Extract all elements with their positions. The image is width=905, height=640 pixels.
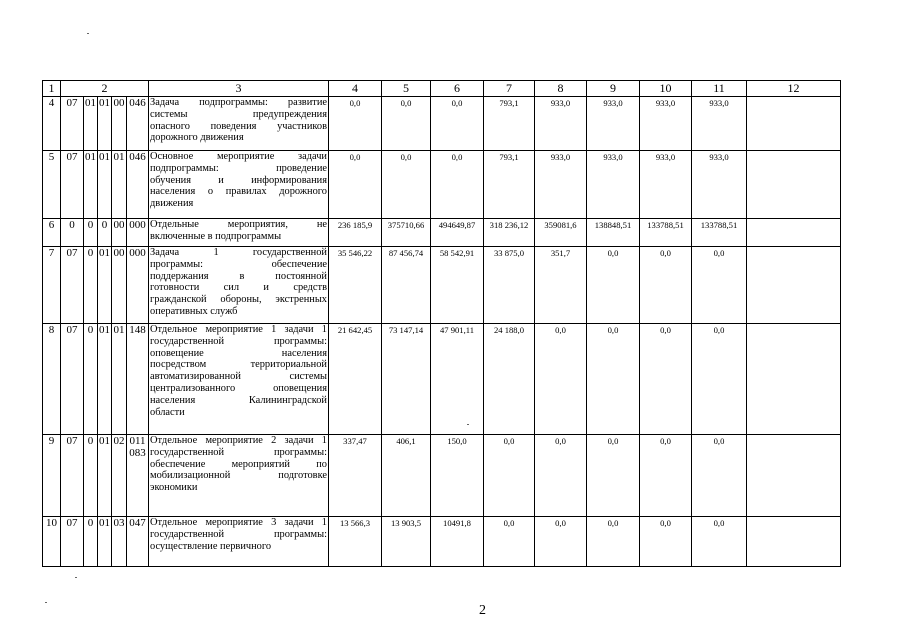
scan-speck	[467, 424, 469, 425]
value-cell: 933,0	[692, 151, 747, 219]
code-cell: 000	[127, 219, 149, 247]
description-line: обеспечение мероприятий по	[150, 458, 327, 470]
description-line: подпрограммы: проведение	[150, 162, 327, 174]
description-line: системы предупреждения	[150, 108, 327, 120]
code-cell: 0	[84, 219, 98, 247]
code-cell: 07	[61, 97, 84, 151]
value-cell: 0,0	[640, 435, 692, 517]
code-cell: 07	[61, 435, 84, 517]
table-row	[43, 247, 841, 324]
value-cell: 0,0	[692, 435, 747, 517]
code-cell: 07	[61, 324, 84, 435]
row-number: 4	[43, 97, 61, 151]
code-cell: 01	[98, 247, 112, 324]
value-cell: 0,0	[484, 517, 535, 567]
scan-speck	[75, 577, 77, 578]
value-cell	[747, 517, 841, 567]
scan-speck	[45, 602, 47, 603]
code-cell: 01	[112, 324, 127, 435]
row-number: 5	[43, 151, 61, 219]
value-cell	[747, 435, 841, 517]
value-cell: 318 236,12	[484, 219, 535, 247]
header-cell: 8	[535, 81, 587, 97]
table-row	[43, 151, 841, 219]
value-cell: 933,0	[640, 151, 692, 219]
header-cell: 5	[382, 81, 431, 97]
code-cell: 01	[98, 97, 112, 151]
description-line: государственной программы:	[150, 446, 327, 458]
table-row	[43, 324, 841, 435]
description-line: Задача подпрограммы: развитие	[150, 97, 327, 108]
value-cell: 0,0	[692, 517, 747, 567]
header-cell: 3	[149, 81, 329, 97]
value-cell: 21 642,45	[329, 324, 382, 435]
description-line: населения Калининградской	[150, 394, 327, 406]
value-cell: 351,7	[535, 247, 587, 324]
value-cell: 58 542,91	[431, 247, 484, 324]
value-cell: 0,0	[484, 435, 535, 517]
code-cell: 0	[84, 324, 98, 435]
value-cell	[747, 97, 841, 151]
description-line: поддержания в постоянной	[150, 270, 327, 282]
code-cell: 01	[98, 151, 112, 219]
description-cell	[149, 435, 329, 517]
page-number: 2	[479, 603, 486, 618]
scan-speck	[87, 33, 89, 34]
value-cell	[747, 247, 841, 324]
description-line: автоматизированной системы	[150, 371, 327, 383]
value-cell: 47 901,11	[431, 324, 484, 435]
value-cell: 0,0	[535, 517, 587, 567]
description-line: Отдельное мероприятие 1 задачи 1	[150, 324, 327, 335]
value-cell: 133788,51	[692, 219, 747, 247]
value-cell: 0,0	[431, 151, 484, 219]
code-cell: 000	[127, 247, 149, 324]
header-cell: 1	[43, 81, 61, 97]
value-cell: 793,1	[484, 151, 535, 219]
value-cell: 0,0	[382, 97, 431, 151]
value-cell: 0,0	[587, 517, 640, 567]
value-cell	[747, 219, 841, 247]
code-cell: 0	[84, 435, 98, 517]
row-number: 6	[43, 219, 61, 247]
code-cell: 00	[112, 247, 127, 324]
description-cell	[149, 517, 329, 567]
description-line: государственной программы:	[150, 335, 327, 347]
value-cell: 0,0	[640, 324, 692, 435]
value-cell: 337,47	[329, 435, 382, 517]
code-cell: 03	[112, 517, 127, 567]
table-row	[43, 517, 841, 567]
value-cell: 494649,87	[431, 219, 484, 247]
code-cell: 07	[61, 247, 84, 324]
code-cell: 01	[98, 435, 112, 517]
value-cell: 0,0	[431, 97, 484, 151]
description-line: дорожного движения	[150, 132, 244, 144]
header-cell: 2	[61, 81, 149, 97]
description-line: движения	[150, 198, 194, 210]
header-cell: 7	[484, 81, 535, 97]
value-cell: 0,0	[329, 151, 382, 219]
row-number: 9	[43, 435, 61, 517]
value-cell	[747, 151, 841, 219]
code-cell: 01	[112, 151, 127, 219]
value-cell: 933,0	[692, 97, 747, 151]
code-cell: 047	[127, 517, 149, 567]
code-cell: 011 083	[127, 435, 149, 517]
value-cell: 933,0	[640, 97, 692, 151]
description-line: оперативных служб	[150, 305, 238, 317]
code-cell: 00	[112, 97, 127, 151]
description-cell	[149, 324, 329, 435]
value-cell: 0,0	[329, 97, 382, 151]
value-cell: 933,0	[587, 151, 640, 219]
value-cell: 87 456,74	[382, 247, 431, 324]
description-line: государственной программы:	[150, 528, 327, 540]
value-cell: 359081,6	[535, 219, 587, 247]
value-cell: 150,0	[431, 435, 484, 517]
value-cell: 0,0	[692, 247, 747, 324]
description-line: посредством территориальной	[150, 359, 327, 371]
row-number: 8	[43, 324, 61, 435]
value-cell: 793,1	[484, 97, 535, 151]
description-line: населения о правилах дорожного	[150, 186, 327, 198]
value-cell: 138848,51	[587, 219, 640, 247]
header-row	[43, 81, 841, 97]
header-cell: 12	[747, 81, 841, 97]
code-cell: 0	[84, 247, 98, 324]
description-line: централизованного оповещения	[150, 382, 327, 394]
value-cell: 73 147,14	[382, 324, 431, 435]
value-cell: 33 875,0	[484, 247, 535, 324]
description-cell	[149, 219, 329, 247]
header-cell: 11	[692, 81, 747, 97]
code-cell: 01	[98, 324, 112, 435]
code-cell: 0	[84, 517, 98, 567]
code-cell: 01	[84, 151, 98, 219]
description-line: Отдельное мероприятие 2 задачи 1	[150, 435, 327, 446]
value-cell: 0,0	[587, 247, 640, 324]
description-cell	[149, 151, 329, 219]
description-line: включенные в подпрограммы	[150, 230, 282, 242]
value-cell: 236 185,9	[329, 219, 382, 247]
value-cell: 375710,66	[382, 219, 431, 247]
description-line: обучения и информирования	[150, 174, 327, 186]
code-cell: 01	[84, 97, 98, 151]
value-cell: 35 546,22	[329, 247, 382, 324]
description-line: гражданской обороны, экстренных	[150, 294, 327, 306]
description-line: Отдельное мероприятие 3 задачи 1	[150, 517, 327, 528]
row-number: 7	[43, 247, 61, 324]
description-line: готовности сил и средств	[150, 282, 327, 294]
value-cell: 0,0	[640, 247, 692, 324]
header-cell: 6	[431, 81, 484, 97]
code-cell: 046	[127, 97, 149, 151]
value-cell: 0,0	[640, 517, 692, 567]
budget-table	[42, 80, 841, 567]
code-cell: 148	[127, 324, 149, 435]
value-cell: 933,0	[587, 97, 640, 151]
value-cell: 0,0	[382, 151, 431, 219]
header-cell: 9	[587, 81, 640, 97]
description-cell	[149, 247, 329, 324]
code-cell: 00	[112, 219, 127, 247]
table-row	[43, 435, 841, 517]
value-cell: 24 188,0	[484, 324, 535, 435]
value-cell: 0,0	[587, 435, 640, 517]
header-cell: 10	[640, 81, 692, 97]
table-row	[43, 219, 841, 247]
value-cell: 406,1	[382, 435, 431, 517]
description-line: области	[150, 406, 185, 418]
value-cell: 0,0	[535, 435, 587, 517]
code-cell: 02	[112, 435, 127, 517]
value-cell: 133788,51	[640, 219, 692, 247]
value-cell	[747, 324, 841, 435]
description-line: программы: обеспечение	[150, 258, 327, 270]
value-cell: 0,0	[535, 324, 587, 435]
value-cell: 933,0	[535, 151, 587, 219]
value-cell: 13 566,3	[329, 517, 382, 567]
description-line: Отдельные мероприятия, не	[150, 219, 327, 230]
description-line: экономики	[150, 482, 198, 494]
header-cell: 4	[329, 81, 382, 97]
description-line: Задача 1 государственной	[150, 247, 327, 258]
code-cell: 0	[61, 219, 84, 247]
code-cell: 01	[98, 517, 112, 567]
code-cell: 0	[98, 219, 112, 247]
description-line: опасного поведения участников	[150, 120, 327, 132]
value-cell: 933,0	[535, 97, 587, 151]
description-cell	[149, 97, 329, 151]
value-cell: 13 903,5	[382, 517, 431, 567]
description-line: Основное мероприятие задачи	[150, 151, 327, 162]
description-line: оповещение населения	[150, 347, 327, 359]
value-cell: 0,0	[692, 324, 747, 435]
value-cell: 0,0	[587, 324, 640, 435]
description-line: осуществление первичного	[150, 540, 272, 552]
row-number: 10	[43, 517, 61, 567]
code-cell: 07	[61, 151, 84, 219]
description-line: мобилизационной подготовке	[150, 470, 327, 482]
value-cell: 10491,8	[431, 517, 484, 567]
table-row	[43, 97, 841, 151]
code-cell: 07	[61, 517, 84, 567]
code-cell: 046	[127, 151, 149, 219]
